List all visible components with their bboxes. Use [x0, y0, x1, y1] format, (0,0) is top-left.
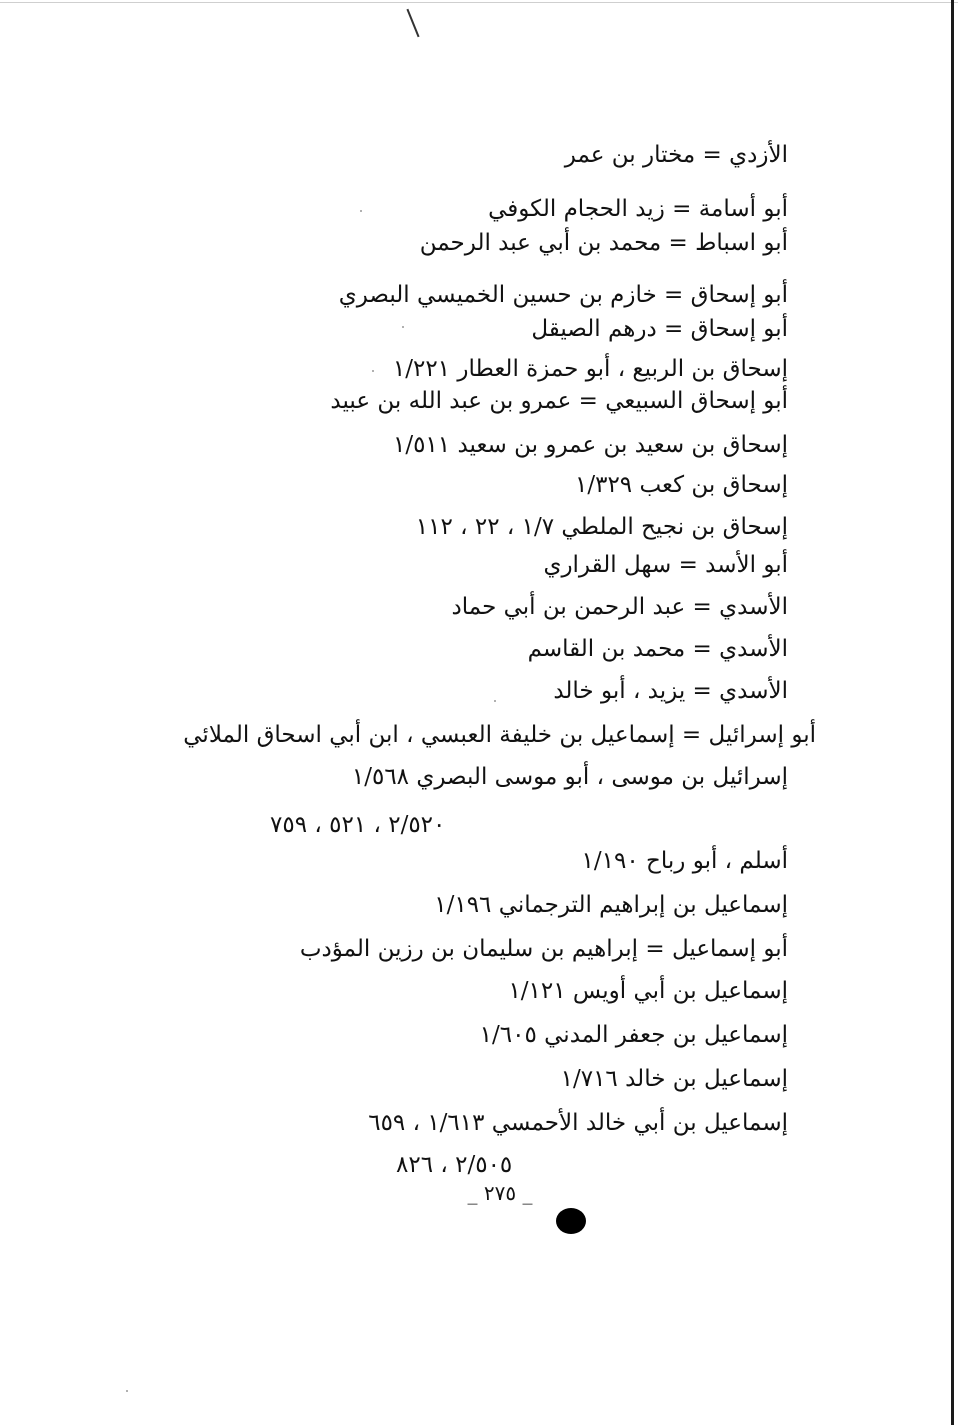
index-entry-continuation: ٢/٥٠٥ ، ٨٢٦	[396, 1152, 513, 1178]
index-entry: الأسدي = محمد بن القاسم	[527, 636, 788, 662]
index-entry: أبو إسرائيل = إسماعيل بن خليفة العبسي ، ابن أبي اسحاق الملائي	[183, 722, 816, 748]
index-entry: إسماعيل بن إبراهيم الترجماني ١/١٩٦	[434, 892, 788, 918]
index-entry: إسحاق بن سعيد بن عمرو بن سعيد ١/٥١١	[392, 432, 788, 458]
index-entry: أبو إسحاق السبيعي = عمرو بن عبد الله بن عبيد	[330, 388, 788, 414]
index-entry: إسماعيل بن جعفر المدني ١/٦٠٥	[479, 1022, 788, 1048]
pen-stroke-mark	[406, 9, 419, 38]
index-entry: أبو اسباط = محمد بن أبي عبد الرحمن	[419, 230, 788, 256]
index-entry: إسماعيل بن أبي خالد الأحمسي ١/٦١٣ ، ٦٥٩	[368, 1110, 788, 1136]
index-entry: الأسدي = عبد الرحمن بن أبي حماد	[451, 594, 788, 620]
index-entry: إسحاق بن كعب ١/٣٢٩	[574, 472, 788, 498]
index-entry: الأزدي = مختار بن عمر	[564, 142, 788, 168]
page-number: _ ٢٧٥ _	[467, 1181, 533, 1205]
index-entry: الأسدي = يزيد ، أبو خالد	[553, 678, 788, 704]
scan-top-edge	[0, 2, 958, 3]
ink-blot	[556, 1208, 586, 1234]
index-entry: أسلم ، أبو رباح ١/١٩٠	[581, 848, 788, 874]
index-entry: أبو الأسد = سهل القراري	[543, 552, 788, 578]
scan-speck	[360, 210, 362, 212]
index-entry: أبو إسحاق = خازم بن حسين الخميسي البصري	[338, 282, 788, 308]
index-entry: إسماعيل بن أبي أويس ١/١٢١	[508, 978, 788, 1004]
scan-speck	[126, 1390, 128, 1392]
scan-speck	[402, 326, 404, 328]
index-entry: أبو إسماعيل = إبراهيم بن سليمان بن رزين المؤدب	[299, 936, 788, 962]
index-entry: أبو إسحاق = درهم الصيقل	[531, 316, 788, 342]
index-entry: إسحاق بن الربيع ، أبو حمزة العطار ١/٢٢١	[392, 356, 788, 382]
index-entry: إسرائيل بن موسى ، أبو موسى البصري ١/٥٦٨	[351, 764, 788, 790]
index-entry: إسحاق بن نجيح الملطي ١/٧ ، ٢٢ ، ١١٢	[415, 514, 788, 540]
index-entry: أبو أسامة = زيد الحجام الكوفي	[488, 196, 788, 222]
index-entry: إسماعيل بن خالد ١/٧١٦	[560, 1066, 788, 1092]
index-entries	[0, 138, 958, 1178]
scan-speck	[372, 370, 374, 372]
scan-speck	[494, 700, 496, 702]
index-entry-continuation: ٢/٥٢٠ ، ٥٢١ ، ٧٥٩	[270, 812, 446, 838]
